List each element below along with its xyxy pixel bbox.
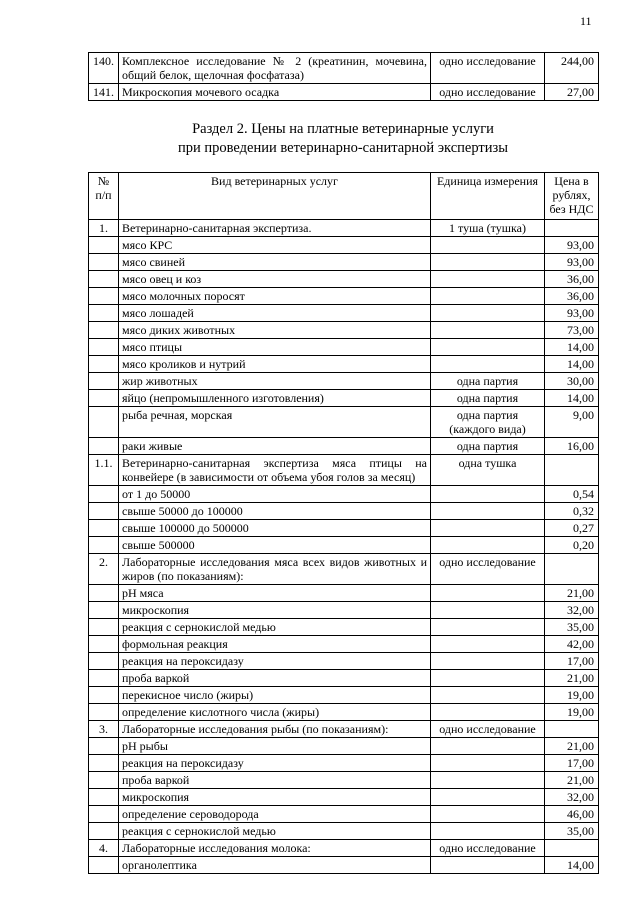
service-name: реакция с сернокислой медью <box>119 823 431 840</box>
price: 17,00 <box>545 653 599 670</box>
service-name: мясо птицы <box>119 339 431 356</box>
unit-of-measure <box>431 356 545 373</box>
unit-of-measure <box>431 271 545 288</box>
table-row <box>89 554 599 585</box>
row-number: 4. <box>89 840 119 857</box>
unit-of-measure <box>431 619 545 636</box>
header-price: Цена в рублях, без НДС <box>545 173 599 220</box>
table-header-row <box>89 173 599 220</box>
unit-of-measure <box>431 288 545 305</box>
price: 14,00 <box>545 356 599 373</box>
service-name: жир животных <box>119 373 431 390</box>
unit-of-measure: одно исследование <box>431 840 545 857</box>
price: 36,00 <box>545 288 599 305</box>
row-number <box>89 288 119 305</box>
table-row <box>89 520 599 537</box>
service-name: Лабораторные исследования молока: <box>119 840 431 857</box>
table-row <box>89 486 599 503</box>
row-number <box>89 486 119 503</box>
price: 19,00 <box>545 704 599 721</box>
price <box>545 455 599 486</box>
row-number <box>89 789 119 806</box>
unit-of-measure <box>431 254 545 271</box>
table-row <box>89 339 599 356</box>
service-name: органолептика <box>119 857 431 874</box>
row-number <box>89 271 119 288</box>
unit-of-measure: одно исследование <box>431 721 545 738</box>
header-unit: Единица измерения <box>431 173 545 220</box>
price: 35,00 <box>545 619 599 636</box>
table-row <box>89 704 599 721</box>
unit-of-measure <box>431 823 545 840</box>
service-name: Ветеринарно-санитарная экспертиза. <box>119 220 431 237</box>
table-row <box>89 537 599 554</box>
price: 27,00 <box>545 84 599 101</box>
price: 16,00 <box>545 438 599 455</box>
unit-of-measure: одна тушка <box>431 455 545 486</box>
unit-of-measure: 1 туша (тушка) <box>431 220 545 237</box>
price <box>545 721 599 738</box>
price: 36,00 <box>545 271 599 288</box>
service-name: мясо свиней <box>119 254 431 271</box>
price: 21,00 <box>545 670 599 687</box>
price: 9,00 <box>545 407 599 438</box>
top-price-table <box>88 52 599 101</box>
unit-of-measure: одна партия <box>431 390 545 407</box>
row-number <box>89 254 119 271</box>
row-number <box>89 823 119 840</box>
row-number <box>89 237 119 254</box>
unit-of-measure: одно исследование <box>431 554 545 585</box>
price: 35,00 <box>545 823 599 840</box>
row-number <box>89 653 119 670</box>
service-name: микроскопия <box>119 789 431 806</box>
table-row <box>89 220 599 237</box>
service-name: pH мяса <box>119 585 431 602</box>
table-row <box>89 271 599 288</box>
price: 46,00 <box>545 806 599 823</box>
row-number: 141. <box>89 84 119 101</box>
row-number <box>89 585 119 602</box>
service-name: мясо КРС <box>119 237 431 254</box>
service-name: свыше 50000 до 100000 <box>119 503 431 520</box>
unit-of-measure: одна партия <box>431 438 545 455</box>
row-number <box>89 503 119 520</box>
unit-of-measure <box>431 602 545 619</box>
price <box>545 840 599 857</box>
unit-of-measure <box>431 738 545 755</box>
service-name: Лабораторные исследования рыбы (по показаниям): <box>119 721 431 738</box>
price: 93,00 <box>545 237 599 254</box>
unit-of-measure <box>431 520 545 537</box>
service-name: мясо диких животных <box>119 322 431 339</box>
service-name: перекисное число (жиры) <box>119 687 431 704</box>
header-num: № п/п <box>89 173 119 220</box>
table-row <box>89 636 599 653</box>
table-row <box>89 653 599 670</box>
service-name: мясо молочных поросят <box>119 288 431 305</box>
table-row <box>89 585 599 602</box>
table-row <box>89 438 599 455</box>
service-name: мясо лошадей <box>119 305 431 322</box>
service-name: определение сероводорода <box>119 806 431 823</box>
row-number <box>89 322 119 339</box>
price: 42,00 <box>545 636 599 653</box>
row-number: 2. <box>89 554 119 585</box>
service-name: мясо кроликов и нутрий <box>119 356 431 373</box>
service-name: раки живые <box>119 438 431 455</box>
unit-of-measure <box>431 486 545 503</box>
table-row <box>89 789 599 806</box>
price: 32,00 <box>545 602 599 619</box>
row-number <box>89 806 119 823</box>
unit-of-measure <box>431 857 545 874</box>
row-number <box>89 704 119 721</box>
table-row <box>89 619 599 636</box>
price: 14,00 <box>545 390 599 407</box>
table-row <box>89 455 599 486</box>
service-name: реакция на пероксидазу <box>119 755 431 772</box>
table-row <box>89 738 599 755</box>
price: 19,00 <box>545 687 599 704</box>
page-number: 11 <box>580 14 592 28</box>
unit-of-measure <box>431 789 545 806</box>
row-number <box>89 356 119 373</box>
unit-of-measure <box>431 585 545 602</box>
unit-of-measure <box>431 237 545 254</box>
price: 244,00 <box>545 53 599 84</box>
service-name: реакция на пероксидазу <box>119 653 431 670</box>
unit-of-measure <box>431 772 545 789</box>
table-row <box>89 755 599 772</box>
service-name: pH рыбы <box>119 738 431 755</box>
price: 0,32 <box>545 503 599 520</box>
price: 30,00 <box>545 373 599 390</box>
price: 21,00 <box>545 772 599 789</box>
service-name: Ветеринарно-санитарная экспертиза мяса птицы на конвейере (в зависимости от объема убоя голов за месяц) <box>119 455 431 486</box>
unit-of-measure: одна партия (каждого вида) <box>431 407 545 438</box>
price <box>545 554 599 585</box>
table-row <box>89 390 599 407</box>
service-name: яйцо (непромышленного изготовления) <box>119 390 431 407</box>
row-number: 140. <box>89 53 119 84</box>
section-title-line-2: при проведении ветеринарно-санитарной экспертизы <box>178 140 508 156</box>
row-number: 1. <box>89 220 119 237</box>
unit-of-measure <box>431 537 545 554</box>
row-number <box>89 738 119 755</box>
price: 21,00 <box>545 738 599 755</box>
service-name: свыше 500000 <box>119 537 431 554</box>
row-number <box>89 772 119 789</box>
table-row <box>89 670 599 687</box>
price: 93,00 <box>545 305 599 322</box>
price: 0,20 <box>545 537 599 554</box>
row-number <box>89 619 119 636</box>
row-number <box>89 857 119 874</box>
unit-of-measure <box>431 653 545 670</box>
table-row <box>89 721 599 738</box>
section-title <box>88 120 598 158</box>
table-row <box>89 53 599 84</box>
table-row <box>89 305 599 322</box>
price: 21,00 <box>545 585 599 602</box>
table-row <box>89 503 599 520</box>
row-number <box>89 670 119 687</box>
price: 14,00 <box>545 857 599 874</box>
unit-of-measure: одна партия <box>431 373 545 390</box>
service-name: реакция с сернокислой медью <box>119 619 431 636</box>
row-number <box>89 537 119 554</box>
row-number <box>89 636 119 653</box>
table-row <box>89 806 599 823</box>
row-number <box>89 755 119 772</box>
price: 14,00 <box>545 339 599 356</box>
table-row <box>89 687 599 704</box>
section-title-line-1: Раздел 2. Цены на платные ветеринарные услуги <box>192 121 494 137</box>
price: 93,00 <box>545 254 599 271</box>
table-row <box>89 254 599 271</box>
service-name: определение кислотного числа (жиры) <box>119 704 431 721</box>
table-row <box>89 840 599 857</box>
row-number: 3. <box>89 721 119 738</box>
row-number <box>89 602 119 619</box>
table-row <box>89 823 599 840</box>
price: 73,00 <box>545 322 599 339</box>
row-number <box>89 687 119 704</box>
service-name: от 1 до 50000 <box>119 486 431 503</box>
table-row <box>89 84 599 101</box>
service-name: проба варкой <box>119 772 431 789</box>
row-number: 1.1. <box>89 455 119 486</box>
unit-of-measure <box>431 305 545 322</box>
service-name: микроскопия <box>119 602 431 619</box>
header-service: Вид ветеринарных услуг <box>119 173 431 220</box>
table-row <box>89 857 599 874</box>
row-number <box>89 438 119 455</box>
price: 0,27 <box>545 520 599 537</box>
service-name: мясо овец и коз <box>119 271 431 288</box>
service-name: Комплексное исследование № 2 (креатинин, мочевина, общий белок, щелочная фосфатаза) <box>119 53 431 84</box>
unit-of-measure <box>431 339 545 356</box>
price: 17,00 <box>545 755 599 772</box>
unit-of-measure <box>431 704 545 721</box>
row-number <box>89 373 119 390</box>
service-name: Лабораторные исследования мяса всех видов животных и жиров (по показаниям): <box>119 554 431 585</box>
service-name: рыба речная, морская <box>119 407 431 438</box>
unit-of-measure <box>431 687 545 704</box>
table-row <box>89 322 599 339</box>
unit-of-measure <box>431 806 545 823</box>
table-row <box>89 407 599 438</box>
table-row <box>89 288 599 305</box>
row-number <box>89 339 119 356</box>
unit-of-measure <box>431 322 545 339</box>
service-name: проба варкой <box>119 670 431 687</box>
row-number <box>89 520 119 537</box>
unit-of-measure <box>431 755 545 772</box>
price: 32,00 <box>545 789 599 806</box>
unit-of-measure <box>431 670 545 687</box>
table-row <box>89 772 599 789</box>
price: 0,54 <box>545 486 599 503</box>
unit-of-measure: одно исследование <box>431 53 545 84</box>
table-row <box>89 356 599 373</box>
price <box>545 220 599 237</box>
vet-services-price-table <box>88 172 599 874</box>
service-name: свыше 100000 до 500000 <box>119 520 431 537</box>
unit-of-measure <box>431 503 545 520</box>
row-number <box>89 407 119 438</box>
service-name: формольная реакция <box>119 636 431 653</box>
table-row <box>89 237 599 254</box>
table-row <box>89 373 599 390</box>
table-row <box>89 602 599 619</box>
service-name: Микроскопия мочевого осадка <box>119 84 431 101</box>
row-number <box>89 305 119 322</box>
unit-of-measure: одно исследование <box>431 84 545 101</box>
row-number <box>89 390 119 407</box>
unit-of-measure <box>431 636 545 653</box>
